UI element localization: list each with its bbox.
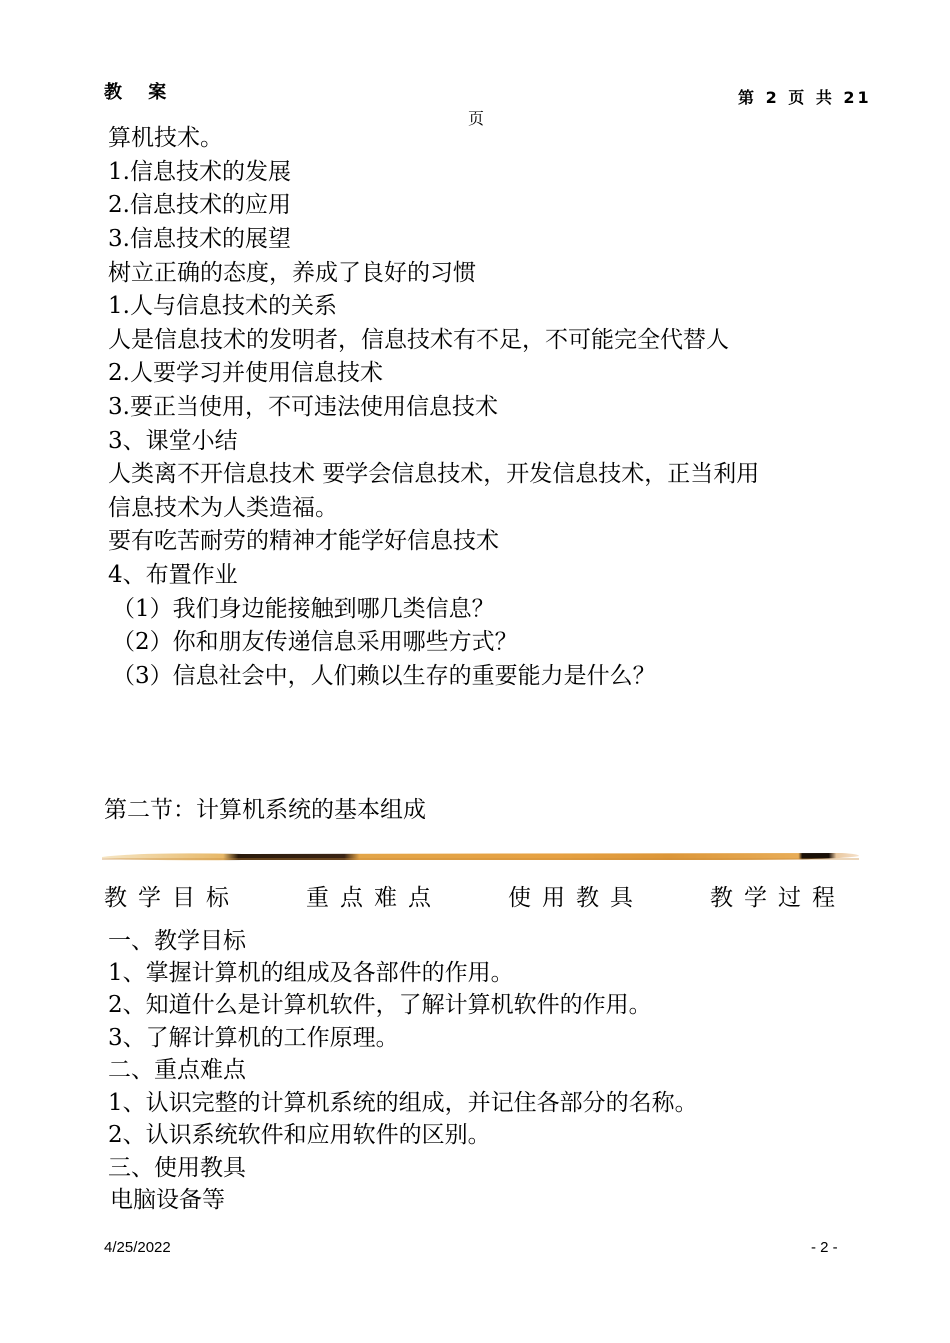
text-line: 1.信息技术的发展 xyxy=(108,159,291,185)
section-title: 第二节：计算机系统的基本组成 xyxy=(104,797,426,823)
text-line: 人是信息技术的发明者，信息技术有不足，不可能完全代替人 xyxy=(108,327,729,353)
text-line: 信息技术为人类造福。 xyxy=(108,495,338,521)
text-line: 2、认识系统软件和应用软件的区别。 xyxy=(108,1122,491,1148)
footer-page-number: - 2 - xyxy=(811,1239,838,1256)
tab-teaching-goals: 教学目标 xyxy=(104,885,240,911)
text-line: （2）你和朋友传递信息采用哪些方式？ xyxy=(112,629,518,655)
text-line: 树立正确的态度，养成了良好的习惯 xyxy=(108,260,476,286)
text-line: 二、重点难点 xyxy=(108,1057,246,1083)
brush-divider-image xyxy=(102,848,859,864)
text-line: 算机技术。 xyxy=(108,125,223,151)
text-line: 三、使用教具 xyxy=(108,1155,246,1181)
text-line: 人类离不开信息技术 要学会信息技术，开发信息技术，正当利用 xyxy=(108,461,760,487)
text-line: 3、了解计算机的工作原理。 xyxy=(108,1025,399,1051)
text-line: 一、教学目标 xyxy=(108,928,246,954)
text-line: 1、认识完整的计算机系统的组成，并记住各部分的名称。 xyxy=(108,1090,698,1116)
text-line: 2、知道什么是计算机软件，了解计算机软件的作用。 xyxy=(108,992,652,1018)
footer-date: 4/25/2022 xyxy=(104,1239,171,1256)
tab-teaching-aids: 使用教具 xyxy=(508,885,644,911)
tab-key-points: 重点难点 xyxy=(306,885,442,911)
text-line: 1、掌握计算机的组成及各部件的作用。 xyxy=(108,960,514,986)
text-line: 1.人与信息技术的关系 xyxy=(108,293,337,319)
text-line: （1）我们身边能接触到哪几类信息？ xyxy=(112,596,495,622)
text-line: 4、布置作业 xyxy=(108,562,238,588)
header-page-info-wrap: 页 xyxy=(468,109,485,128)
text-line: （3）信息社会中，人们赖以生存的重要能力是什么？ xyxy=(112,663,656,689)
text-line: 3、课堂小结 xyxy=(108,428,238,454)
section-tabs xyxy=(104,879,846,909)
tab-teaching-process: 教学过程 xyxy=(710,885,846,911)
text-line: 3.信息技术的展望 xyxy=(108,226,291,252)
text-line: 要有吃苦耐劳的精神才能学好信息技术 xyxy=(108,528,499,554)
text-line: 3.要正当使用，不可违法使用信息技术 xyxy=(108,394,498,420)
text-line: 电脑设备等 xyxy=(110,1187,225,1213)
header-page-info: 第 2 页 共 21 xyxy=(738,88,872,107)
header-doc-type: 教 案 xyxy=(104,82,177,103)
text-line: 2.人要学习并使用信息技术 xyxy=(108,360,383,386)
text-line: 2.信息技术的应用 xyxy=(108,192,291,218)
